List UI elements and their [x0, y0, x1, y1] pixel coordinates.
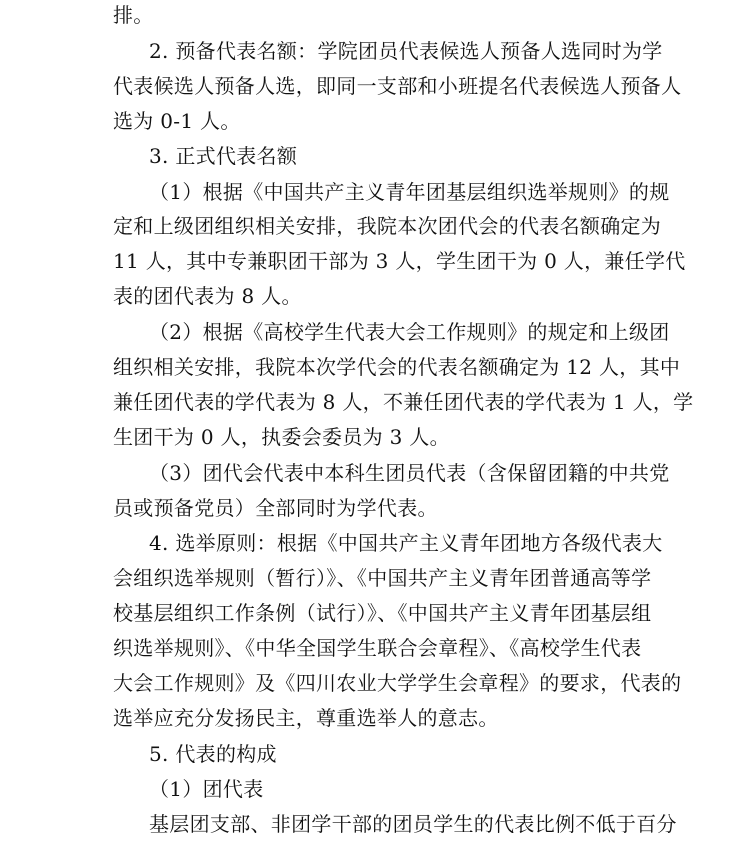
- text-line-18: 校基层组织工作条例（试行）》、《中国共产主义青年团基层组: [113, 601, 652, 625]
- text-line-20: 大会工作规则》及《四川农业大学学生会章程》的要求，代表的: [113, 671, 682, 695]
- text-line-15: 员或预备党员）全部同时为学代表。: [113, 496, 438, 520]
- text-line-10: （2）根据《高校学生代表大会工作规则》的规定和上级团: [149, 320, 670, 344]
- text-line-17: 会组织选举规则（暂行）》、《中国共产主义青年团普通高等学: [113, 566, 652, 590]
- text-line-3: 代表候选人预备人选，即同一支部和小班提名代表候选人预备人: [113, 74, 682, 98]
- text-line-7: 定和上级团组织相关安排，我院本次团代会的代表名额确定为: [113, 214, 662, 238]
- text-line-8: 11 人，其中专兼职团干部为 3 人，学生团干为 0 人，兼任学代: [113, 249, 686, 273]
- text-line-16: 4. 选举原则：根据《中国共产主义青年团地方各级代表大: [149, 531, 663, 555]
- text-line-13: 生团干为 0 人，执委会委员为 3 人。: [113, 425, 450, 449]
- text-line-6: （1）根据《中国共产主义青年团基层组织选举规则》的规: [149, 180, 670, 204]
- text-line-4: 选为 0-1 人。: [113, 109, 241, 133]
- text-line-2: 2. 预备代表名额：学院团员代表候选人预备人选同时为学: [149, 39, 663, 63]
- text-line-23: （1）团代表: [149, 777, 264, 801]
- text-line-19: 织选举规则》、《中华全国学生联合会章程》、《高校学生代表: [113, 636, 642, 660]
- text-line-12: 兼任团代表的学代表为 8 人，不兼任团代表的学代表为 1 人，学: [113, 390, 694, 414]
- text-line-21: 选举应充分发扬民主，尊重选举人的意志。: [113, 706, 499, 730]
- text-line-9: 表的团代表为 8 人。: [113, 284, 302, 308]
- text-line-22: 5. 代表的构成: [149, 742, 277, 766]
- text-line-11: 组织相关安排，我院本次学代会的代表名额确定为 12 人，其中: [113, 355, 681, 379]
- text-line-14: （3）团代会代表中本科生团员代表（含保留团籍的中共党: [149, 461, 670, 485]
- text-line-1: 排。: [113, 3, 154, 27]
- text-line-24: 基层团支部、非团学干部的团员学生的代表比例不低于百分: [149, 812, 677, 836]
- text-line-5: 3. 正式代表名额: [149, 144, 298, 168]
